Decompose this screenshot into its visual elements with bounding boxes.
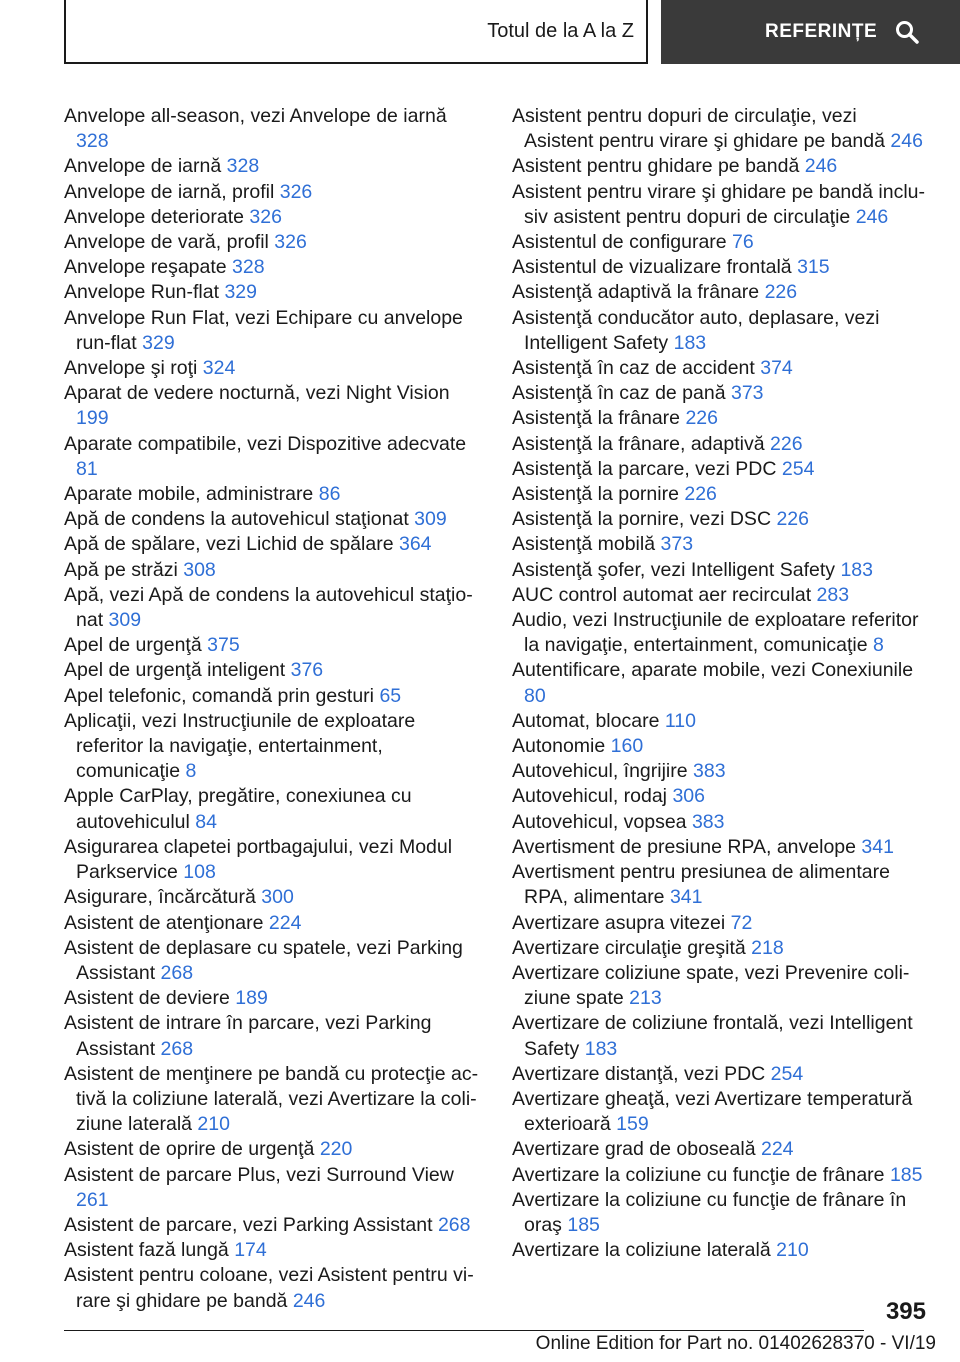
index-entry-page-link[interactable]: 108	[183, 861, 216, 884]
index-entry-page-link[interactable]: 329	[142, 331, 175, 354]
index-entry-text: Aplicaţii, vezi Instrucţiunile de exploatare referitor la navigaţie, entertainment, comunicaţie	[64, 709, 416, 783]
index-entry-text: Apă pe străzi	[64, 558, 178, 581]
index-entry	[64, 684, 480, 709]
index-entry	[64, 507, 480, 532]
index-entry	[512, 734, 930, 759]
index-entry-page-link[interactable]: 174	[234, 1239, 267, 1262]
index-entry	[512, 709, 930, 734]
index-entry	[64, 709, 480, 785]
index-entry	[512, 457, 930, 482]
index-entry-text: Autovehicul, rodaj	[512, 785, 668, 808]
index-entry-page-link[interactable]: 160	[610, 735, 644, 758]
index-entry	[64, 1213, 480, 1238]
index-entry	[512, 1062, 930, 1087]
index-entry-text: Avertizare circulaţie greşită	[512, 936, 746, 959]
index-entry-page-link[interactable]: 373	[730, 382, 764, 405]
index-entry-page-link[interactable]: 210	[197, 1113, 230, 1136]
index-entry	[512, 911, 930, 936]
index-entry	[512, 608, 930, 658]
index-entry-text: Asistenţă în caz de accident	[512, 357, 755, 380]
index-entry-page-link[interactable]: 8	[185, 760, 197, 783]
index-entry-text: Asistenţă la pornire	[512, 483, 679, 506]
index-entry-page-link[interactable]: 226	[764, 281, 798, 304]
index-entry	[64, 154, 480, 179]
references-tab[interactable]	[661, 0, 960, 64]
index-column-left	[64, 104, 480, 1314]
index-entry	[64, 784, 480, 834]
index-entry-page-link[interactable]: 224	[760, 1138, 794, 1161]
index-entry-text: Asistenţă mobilă	[512, 533, 656, 556]
index-entry-text: Avertizare la coliziune cu funcţie de frânare	[512, 1163, 885, 1186]
index-entry	[64, 356, 480, 381]
index-entry	[64, 835, 480, 885]
index-entry-text: Apă de spălare, vezi Lichid de spălare	[64, 533, 394, 556]
index-entry	[64, 1062, 480, 1138]
index-entry-text: Asistent de deviere	[64, 987, 230, 1010]
index-entry	[64, 1137, 480, 1162]
index-entry-text: Asistent fază lungă	[64, 1239, 229, 1262]
index-entry-text: Avertisment pentru presiunea de alimentare RPA, alimentare	[512, 861, 890, 909]
index-entry-page-link[interactable]: 189	[235, 987, 268, 1010]
index-entry-page-link[interactable]: 84	[195, 810, 217, 833]
index-entry	[512, 835, 930, 860]
index-entry	[64, 936, 480, 986]
index-entry	[64, 230, 480, 255]
index-entry	[512, 936, 930, 961]
index-entry-page-link[interactable]: 185	[567, 1213, 600, 1236]
index-entry	[512, 255, 930, 280]
index-entry-text: Aparat de vedere nocturnă, vezi Night Vision	[64, 382, 450, 405]
index-entry-page-link[interactable]: 226	[776, 508, 809, 531]
index-entry-page-link[interactable]: 72	[730, 911, 753, 934]
index-entry	[512, 784, 930, 809]
index-entry-text: Asistent de deplasare cu spatele, vezi Parking Assistant	[64, 936, 463, 984]
index-entry-text: Asistent pentru coloane, vezi Asistent pentru virare şi ghidare pe bandă	[64, 1264, 474, 1312]
index-entry-text: Asistent de parcare Plus, vezi Surround View	[64, 1163, 454, 1186]
index-entry	[64, 1011, 480, 1061]
index-entry	[64, 558, 480, 583]
index-entry-page-link[interactable]: 246	[855, 205, 889, 228]
index-entry	[512, 558, 930, 583]
index-entry-page-link[interactable]: 315	[797, 256, 830, 279]
index-entry	[64, 1163, 480, 1213]
index-entry-page-link[interactable]: 374	[760, 357, 793, 380]
index-entry-page-link[interactable]: 383	[691, 810, 725, 833]
index-entry-page-link[interactable]: 80	[524, 684, 546, 707]
index-entry	[512, 356, 930, 381]
index-entry-page-link[interactable]: 226	[685, 407, 718, 430]
index-entry-text: Anvelope de iarnă	[64, 155, 222, 178]
index-entry	[512, 658, 930, 708]
index-entry	[512, 381, 930, 406]
index-entry-page-link[interactable]: 226	[684, 483, 717, 506]
index-entry-text: Avertizare gheaţă, vezi Avertizare temperatură exterioară	[512, 1087, 913, 1136]
index-entry-page-link[interactable]: 254	[770, 1062, 804, 1085]
index-entry	[64, 911, 480, 936]
index-entry-page-link[interactable]: 213	[629, 987, 662, 1010]
index-entry	[64, 381, 480, 431]
index-entry	[64, 885, 480, 910]
index-entry	[64, 432, 480, 482]
index-entry-page-link[interactable]: 220	[319, 1138, 353, 1161]
index-entry	[512, 1163, 930, 1188]
index-entry-text: Anvelope Run Flat, vezi Echipare cu anvelope run-flat	[64, 306, 463, 354]
index-entry	[64, 583, 480, 633]
index-entry-page-link[interactable]: 185	[889, 1163, 923, 1186]
index-entry	[512, 280, 930, 305]
index-entry-page-link[interactable]: 268	[437, 1213, 471, 1236]
index-entry-page-link[interactable]: 308	[183, 558, 216, 581]
index-entry-text: Autovehicul, vopsea	[512, 810, 687, 833]
index-entry-text: Asistenţă la pornire, vezi DSC	[512, 508, 772, 531]
index-entry-page-link[interactable]: 364	[398, 533, 432, 556]
index-entry	[512, 1137, 930, 1162]
index-entry	[512, 1011, 930, 1061]
index-entry-page-link[interactable]: 199	[76, 407, 109, 430]
index-entry-page-link[interactable]: 324	[202, 357, 236, 380]
index-entry-text: Asistenţă adaptivă la frânare	[512, 281, 760, 304]
index-entry	[64, 1263, 480, 1313]
index-entry-page-link[interactable]: 65	[379, 684, 402, 707]
index-entry-page-link[interactable]: 309	[108, 609, 142, 632]
index-entry-page-link[interactable]: 300	[261, 886, 294, 909]
index-entry	[64, 205, 480, 230]
index-entry	[64, 633, 480, 658]
index-entry-text: Asistent pentru ghidare pe bandă	[512, 155, 800, 178]
index-entry-page-link[interactable]: 86	[318, 483, 341, 506]
index-entry-page-link[interactable]: 306	[672, 785, 705, 808]
index-entry-text: Automat, blocare	[512, 709, 660, 732]
index-entry-text: Asistent de oprire de urgenţă	[64, 1138, 315, 1161]
index-entry-page-link[interactable]: 183	[584, 1037, 618, 1060]
index-entry	[64, 255, 480, 280]
index-entry	[512, 810, 930, 835]
index-entry-text: Aparate mobile, administrare	[64, 483, 314, 506]
index-entry	[512, 1087, 930, 1137]
index-column-right	[512, 104, 930, 1263]
index-entry-text: Asistent pentru virare şi ghidare pe bandă inclusiv asistent pentru dopuri de circulaţie	[512, 180, 925, 228]
section-header	[64, 0, 648, 64]
index-entry	[512, 759, 930, 784]
index-entry-text: Asistentul de configurare	[512, 231, 727, 254]
index-entry-text: Asistentul de vizualizare frontală	[512, 256, 792, 279]
index-entry-page-link[interactable]: 224	[268, 911, 302, 934]
index-entry-text: Asistent de atenţionare	[64, 911, 264, 934]
footer-divider	[64, 1330, 864, 1331]
index-entry-text: Apă, vezi Apă de condens la autovehicul staţionat	[64, 583, 473, 632]
index-entry-text: Asistent de parcare, vezi Parking Assistant	[64, 1213, 433, 1236]
index-entry-text: Avertizare de coliziune frontală, vezi Intelligent Safety	[512, 1012, 913, 1060]
index-entry-page-link[interactable]: 326	[249, 205, 282, 228]
index-entry-page-link[interactable]: 226	[770, 432, 803, 455]
index-entry-page-link[interactable]: 159	[616, 1113, 649, 1136]
page-number: 395	[885, 1298, 926, 1325]
index-entry-text: Asistenţă în caz de pană	[512, 382, 726, 405]
section-title: Totul de la A la Z	[487, 19, 634, 42]
index-entry-text: Anvelope şi roţi	[64, 357, 198, 380]
index-entry	[64, 482, 480, 507]
index-entry-text: Asigurare, încărcătură	[64, 886, 256, 909]
index-entry	[512, 860, 930, 910]
index-entry-text: Asistenţă şofer, vezi Intelligent Safety	[512, 558, 836, 581]
index-entry-text: Avertizare grad de oboseală	[512, 1138, 756, 1161]
index-entry	[512, 1188, 930, 1238]
index-entry-text: Asigurarea clapetei portbagajului, vezi Modul Parkservice	[64, 835, 453, 884]
index-entry-text: Avertizare la coliziune laterală	[512, 1239, 771, 1262]
index-entry	[64, 180, 480, 205]
index-entry-page-link[interactable]: 261	[76, 1188, 109, 1211]
index-entry-text: Apă de condens la autovehicul staţionat	[64, 508, 409, 531]
index-entry-page-link[interactable]: 183	[840, 558, 873, 581]
index-entry-text: Aparate compatibile, vezi Dispozitive adecvate	[64, 432, 467, 455]
index-entry	[512, 104, 930, 154]
footer-edition-text: Online Edition for Part no. 01402628370 - VI/19	[535, 1333, 936, 1354]
index-entry-text: Avertizare asupra vitezei	[512, 911, 726, 934]
index-entry-page-link[interactable]: 373	[660, 533, 694, 556]
index-entry	[512, 154, 930, 179]
index-entry-text: Asistenţă conducător auto, deplasare, vezi Intelligent Safety	[512, 306, 880, 354]
index-entry	[64, 658, 480, 683]
index-entry	[512, 180, 930, 230]
index-entry-page-link[interactable]: 326	[274, 231, 307, 254]
index-entry-text: Apel de urgenţă	[64, 634, 202, 657]
index-entry-text: Audio, vezi Instrucţiunile de exploatare referitor la navigaţie, entertainment, comunicaţie	[512, 609, 919, 657]
index-entry-text: Avertizare coliziune spate, vezi Prevenire coliziune spate	[512, 961, 910, 1010]
index-entry	[64, 104, 480, 154]
index-entry-page-link[interactable]: 183	[673, 331, 707, 354]
index-entry-text: Asistenţă la frânare	[512, 407, 681, 430]
index-entry-text: Autentificare, aparate mobile, vezi Conexiunile	[512, 659, 914, 682]
index-entry-text: Autonomie	[512, 735, 606, 758]
index-entry-page-link[interactable]: 328	[76, 130, 109, 153]
index-entry-page-link[interactable]: 328	[226, 155, 260, 178]
index-entry-page-link[interactable]: 254	[781, 457, 815, 480]
index-entry	[64, 280, 480, 305]
index-entry	[512, 432, 930, 457]
index-entry-page-link[interactable]: 283	[816, 583, 850, 606]
index-entry-page-link[interactable]: 375	[207, 634, 240, 657]
index-entry-page-link[interactable]: 329	[224, 281, 257, 304]
index-entry-page-link[interactable]: 328	[232, 256, 265, 279]
index-entry-text: Asistenţă la frânare, adaptivă	[512, 432, 765, 455]
index-entry	[512, 482, 930, 507]
index-entry	[512, 507, 930, 532]
index-entry-text: AUC control automat aer recirculat	[512, 583, 812, 606]
index-entry-text: Anvelope all-season, vezi Anvelope de iarnă	[64, 105, 447, 127]
index-entry-text: Anvelope de vară, profil	[64, 231, 269, 254]
index-entry-page-link[interactable]: 76	[732, 231, 754, 254]
index-entry-page-link[interactable]: 210	[776, 1239, 809, 1262]
index-entry	[512, 1238, 930, 1263]
index-entry-text: Apel telefonic, comandă prin gesturi	[64, 684, 375, 707]
index-entry-text: Apple CarPlay, pregătire, conexiunea cu autovehiculul	[64, 785, 412, 833]
index-entry	[512, 230, 930, 255]
index-entry	[512, 532, 930, 557]
index-entry-text: Avertizare la coliziune cu funcţie de frânare în oraş	[512, 1188, 907, 1236]
index-entry-page-link[interactable]: 383	[693, 760, 726, 783]
index-entry-page-link[interactable]: 268	[160, 961, 194, 984]
index-entry-page-link[interactable]: 81	[76, 457, 98, 480]
index-entry-text: Asistent de menţinere pe bandă cu protecţie activă la coliziune laterală, vezi Avertizare la coliziune laterală	[64, 1062, 479, 1136]
index-entry-page-link[interactable]: 376	[290, 659, 324, 682]
index-entry-text: Anvelope de iarnă, profil	[64, 180, 275, 203]
index-entry-page-link[interactable]: 246	[292, 1289, 326, 1312]
index-entry	[512, 406, 930, 431]
search-icon[interactable]	[894, 19, 920, 45]
index-entry-page-link[interactable]: 110	[664, 709, 696, 732]
references-tab-label: REFERINȚE	[765, 21, 878, 42]
index-entry-text: Anvelope Run-flat	[64, 281, 220, 304]
index-entry-text: Anvelope reşapate	[64, 256, 227, 279]
index-entry	[64, 986, 480, 1011]
index-entry	[512, 961, 930, 1011]
index-entry-text: Apel de urgenţă inteligent	[64, 659, 286, 682]
index-entry	[64, 1238, 480, 1263]
index-entry-page-link[interactable]: 309	[414, 508, 447, 531]
index-entry-page-link[interactable]: 218	[751, 936, 784, 959]
index-entry-page-link[interactable]: 326	[279, 180, 313, 203]
index-entry-page-link[interactable]: 8	[873, 634, 884, 657]
index-entry-page-link[interactable]: 341	[669, 886, 703, 909]
index-entry	[512, 583, 930, 608]
index-entry-text: Avertisment de presiune RPA, anvelope	[512, 835, 856, 858]
index-entry-text: Autovehicul, îngrijire	[512, 760, 688, 783]
index-entry	[512, 306, 930, 356]
index-entry-page-link[interactable]: 268	[160, 1037, 194, 1060]
index-entry-page-link[interactable]: 341	[861, 835, 894, 858]
index-entry-page-link[interactable]: 246	[804, 155, 838, 178]
index-entry-text: Anvelope deteriorate	[64, 205, 244, 228]
index-entry-text: Asistenţă la parcare, vezi PDC	[512, 457, 777, 480]
index-entry	[64, 306, 480, 356]
index-entry-text: Asistent de intrare în parcare, vezi Parking Assistant	[64, 1012, 432, 1060]
index-entry-text: Asistent pentru dopuri de circulaţie, vezi Asistent pentru virare şi ghidare pe bandă	[512, 105, 885, 153]
index-entry	[64, 532, 480, 557]
index-entry-text: Avertizare distanţă, vezi PDC	[512, 1062, 766, 1085]
index-entry-page-link[interactable]: 246	[890, 130, 923, 153]
